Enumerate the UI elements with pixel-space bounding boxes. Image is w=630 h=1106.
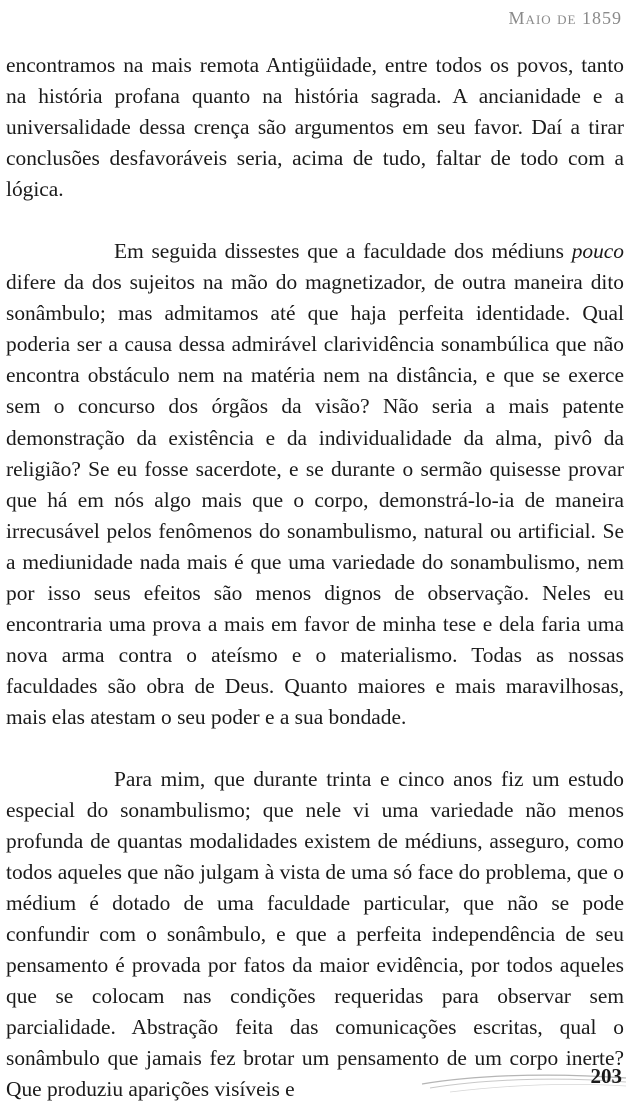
text-segment: Em seguida dissestes que a faculdade dos médiuns [114, 239, 572, 264]
italic-word: pouco [571, 239, 624, 264]
paragraph-2 [6, 236, 624, 733]
paragraph-1 [6, 50, 624, 205]
page-number: 203 [590, 1064, 622, 1088]
text-segment: encontramos na mais remota Antigüidade, entre todos os povos, tanto na história profana quanto na história sagrada. A ancianidade e a universalidade dessa crença são argumentos em seu favor. Daí a tirar conclusões desfavoráveis seria, acima de tudo, faltar de todo com a lógica. [6, 53, 624, 202]
text-segment: Para mim, que durante trinta e cinco anos fiz um estudo especial do sonambulismo; que nele vi uma variedade não menos profunda de quantas modalidades existem de médiuns, asseguro, como todos aqueles que não julgam à vista de uma só face do problema, que o médium é dotado de uma faculdade particular, que não se pode confundir com o sonâmbulo, e que a perfeita independência de seu pensamento é provada por fatos da maior evidência, por todos aqueles que se colocam nas condições requeridas para observar sem parcialidade. Abstração feita das comunicações escritas, qual o sonâmbulo que jamais fez brotar um pensamento de um corpo inerte? Que produziu aparições visíveis e [6, 766, 624, 1102]
text-segment: difere da dos sujeitos na mão do magnetizador, de outra maneira dito sonâmbulo; mas admitamos até que haja perfeita identidade. Qual poderia ser a causa dessa admirável clarividência sonambúlica que não encontra obstáculo nem na matéria nem na distância, e que se exerce sem o concurso dos órgãos da visão? Não seria a mais patente demonstração da existência e da individualidade da alma, pivô da religião? Se eu fosse sacerdote, e se durante o sermão quisesse provar que há em nós algo mais que o corpo, demonstrá-lo-ia de maneira irrecusável pelos fenômenos do sonambulismo, natural ou artificial. Se a mediunidade nada mais é que uma variedade do sonambulismo, nem por isso seus efeitos são menos dignos de observação. Neles eu encontraria uma prova a mais em favor de minha tese e dela faria uma nova arma contra o ateísmo e o materialismo. Todas as nossas faculdades são obra de Deus. Quanto maiores e mais maravilhosas, mais elas atestam o seu poder e a sua bondade. [6, 270, 624, 729]
running-head: Maio de 1859 [508, 8, 622, 28]
body-text [6, 50, 624, 1106]
paragraph-3 [6, 764, 624, 1106]
